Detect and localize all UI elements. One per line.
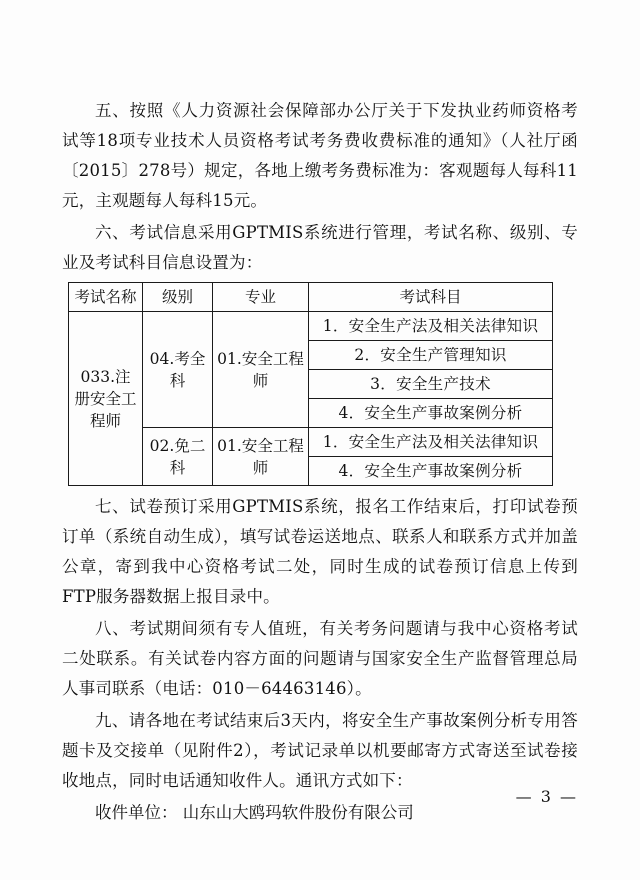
paragraph-eight: 八、考试期间须有专人值班，有关考务问题请与我中心资格考试二处联系。有关试卷内容方面的问题请与国家安全生产监督管理总局人事司联系（电话：010－64463146）。: [62, 619, 578, 698]
paragraph-seven: 七、试卷预订采用GPTMIS系统，报名工作结束后，打印试卷预订单（系统自动生成），填写试卷运送地点、联系人和联系方式并加盖公章，寄到我中心资格考试二处，同时生成的试卷预订信息上传到FTP服务器数据上报目录中。: [62, 497, 578, 606]
receiver-line: 收件单位： 山东山大鸥玛软件股份有限公司: [95, 803, 414, 822]
page-number: — 3 —: [515, 787, 578, 806]
header-major: 专业: [213, 283, 309, 312]
header-level: 级别: [143, 283, 213, 312]
paragraph-nine: 九、请各地在考试结束后3天内，将安全生产事故案例分析专用答题卡及交接单（见附件2），考试记录单以机要邮寄方式寄送至试卷接收地点，同时电话通知收件人。通讯方式如下：: [62, 711, 578, 790]
cell-subject: 4．安全生产事故案例分析: [309, 457, 553, 486]
cell-subject: 4．安全生产事故案例分析: [309, 399, 553, 428]
table-row: [69, 312, 553, 341]
header-exam-name: 考试名称: [69, 283, 143, 312]
table-header-row: [69, 283, 553, 312]
header-subject: 考试科目: [309, 283, 553, 312]
cell-subject: 3．安全生产技术: [309, 370, 553, 399]
cell-major-group-2: 01.安全工程师: [213, 428, 309, 486]
cell-level-group-1: 04.考全科: [143, 312, 213, 428]
cell-level-group-2: 02.免二科: [143, 428, 213, 486]
exam-info-table: [68, 282, 553, 486]
paragraph-five: 五、按照《人力资源社会保障部办公厅关于下发执业药师资格考试等18项专业技术人员资格考试考务费收费标准的通知》（人社厅函〔2015〕278号）规定，各地上缴考务费标准为：客观题每人每科11元，主观题每人每科15元。: [62, 101, 578, 210]
cell-major-group-1: 01.安全工程师: [213, 312, 309, 428]
paragraph-six: 六、考试信息采用GPTMIS系统进行管理，考试名称、级别、专业及考试科目信息设置为：: [62, 223, 578, 272]
exam-info-table-wrapper: [62, 282, 578, 486]
cell-subject: 1．安全生产法及相关法律知识: [309, 428, 553, 457]
cell-exam-name: 033.注册安全工程师: [69, 312, 143, 486]
cell-subject: 1．安全生产法及相关法律知识: [309, 312, 553, 341]
cell-subject: 2．安全生产管理知识: [309, 341, 553, 370]
